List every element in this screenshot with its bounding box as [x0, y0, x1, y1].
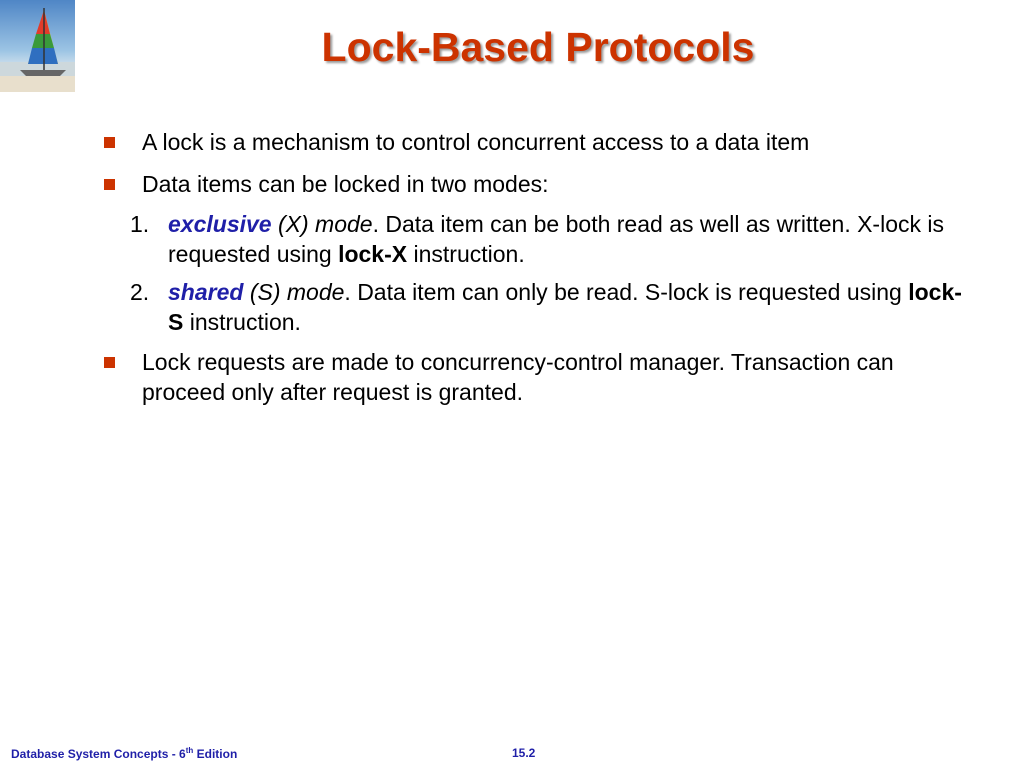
mode-description-end: instruction.	[183, 309, 301, 335]
mode-instruction: lock-S	[168, 279, 962, 335]
mode-description: . Data item can be both read as well as written. X-lock is requested using	[168, 211, 944, 267]
footer-book-suffix: Edition	[193, 747, 238, 761]
mode-number: 1.	[130, 211, 150, 237]
footer-page-number: 15.2	[512, 746, 536, 760]
mode-instruction: lock-X	[338, 241, 408, 267]
mode-description-end: instruction.	[407, 241, 525, 267]
mode-number: 2.	[130, 279, 150, 305]
mode-label: (X) mode	[271, 211, 373, 237]
slide-title: Lock-Based Protocols	[321, 24, 755, 70]
square-bullet-icon	[104, 357, 115, 368]
slide-content	[104, 127, 964, 419]
bullet-item	[104, 347, 964, 407]
mode-keyword: shared	[168, 279, 244, 305]
bullet-item	[104, 127, 964, 157]
footer-book-sup: th	[185, 746, 194, 755]
square-bullet-icon	[104, 179, 115, 190]
footer-book-title	[11, 746, 237, 761]
mode-item-shared	[104, 277, 964, 337]
bullet-item	[104, 169, 964, 199]
mode-description: . Data item can only be read. S-lock is requested using	[344, 279, 909, 305]
mode-label: (S) mode	[243, 279, 345, 305]
bullet-text: A lock is a mechanism to control concurrent access to a data item	[142, 129, 810, 155]
slide-footer	[0, 746, 1024, 764]
mode-item-exclusive	[104, 209, 964, 269]
footer-book-prefix: Database System Concepts - 6	[11, 747, 186, 761]
mode-keyword: exclusive	[168, 211, 272, 237]
bullet-text: Lock requests are made to concurrency-control manager. Transaction can proceed only after request is granted.	[142, 349, 894, 405]
square-bullet-icon	[104, 137, 115, 148]
bullet-text: Data items can be locked in two modes:	[142, 171, 549, 197]
